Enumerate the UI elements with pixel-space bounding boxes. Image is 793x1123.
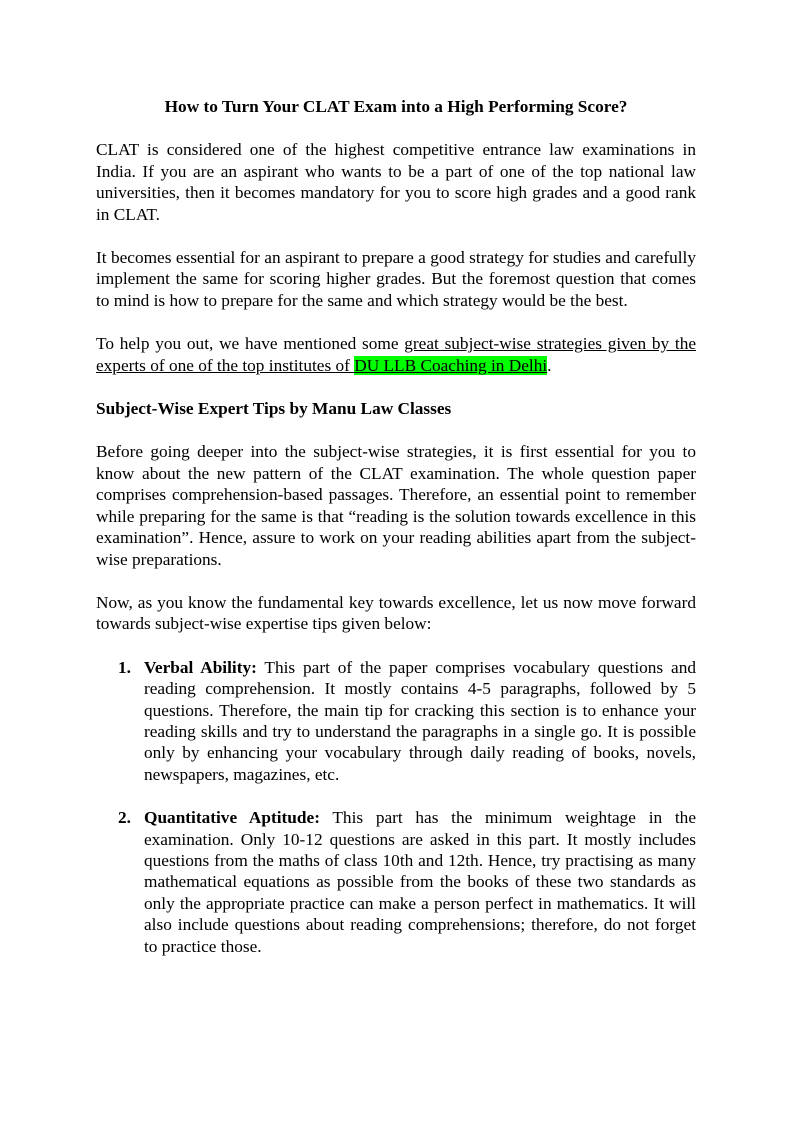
list-item-term: Quantitative Aptitude: (144, 808, 320, 828)
tips-list (96, 657, 696, 957)
list-item-verbal-ability (118, 657, 696, 785)
transition-paragraph: Now, as you know the fundamental key towards excellence, let us now move forward towards subject-wise expertise tips given below: (96, 592, 696, 634)
section-subheading: Subject-Wise Expert Tips by Manu Law Classes (96, 399, 452, 419)
list-item-text: This part has the minimum weightage in the examination. Only 10-12 questions are asked in this part. It mostly includes questions from the maths of class 10th and 12th. Hence, try practising as many mathematical equations as possible from the books of these two standards as only the appropriate practice can make a person perfect in mathematics. It will also include questions about reading comprehensions; therefore, do not forget to practice those. (144, 808, 696, 956)
list-item-number: 2. (118, 808, 131, 828)
help-paragraph (96, 333, 696, 376)
document-page (96, 96, 696, 979)
pattern-paragraph: Before going deeper into the subject-wise strategies, it is first essential for you to know about the new pattern of the CLAT examination. The whole question paper comprises comprehension-based passages. Therefore, an essential point to remember while preparing for the same is that “reading is the solution towards excellence in this examination”. Hence, assure to work on your reading abilities apart from the subject-wise preparations. (96, 442, 696, 569)
document-title: How to Turn Your CLAT Exam into a High Performing Score? (164, 97, 628, 116)
list-item-term: Verbal Ability: (144, 657, 257, 677)
list-item-text: This part of the paper comprises vocabulary questions and reading comprehension. It mostly contains 4-5 paragraphs, followed by 5 questions. Therefore, the main tip for cracking this section is to enhance your reading skills and try to understand the paragraphs in a single go. It is possible only by enhancing your vocabulary through daily reading of books, novels, newspapers, magazines, etc. (144, 657, 696, 784)
help-text-end: . (547, 355, 552, 375)
help-text-start: To help you out, we have mentioned some (96, 334, 405, 354)
strategies-underlined-text: great subject-wise strategies (404, 334, 602, 354)
intro-paragraph: CLAT is considered one of the highest competitive entrance law examinations in India. If you are an aspirant who wants to be a part of one of the top national law universities, then it becomes mandatory for you to score high grades and a good rank in CLAT. (96, 140, 696, 224)
strategy-paragraph: It becomes essential for an aspirant to prepare a good strategy for studies and carefully implement the same for scoring higher grades. But the foremost question that comes to mind is how to prepare for the same and which strategy would be the best. (96, 248, 696, 310)
list-item-number: 1. (118, 657, 131, 677)
help-text-middle: given by the experts of one of the top institutes of (96, 334, 697, 375)
list-item-quantitative-aptitude (118, 807, 696, 957)
du-llb-coaching-link[interactable]: DU LLB Coaching in Delhi (354, 355, 548, 375)
